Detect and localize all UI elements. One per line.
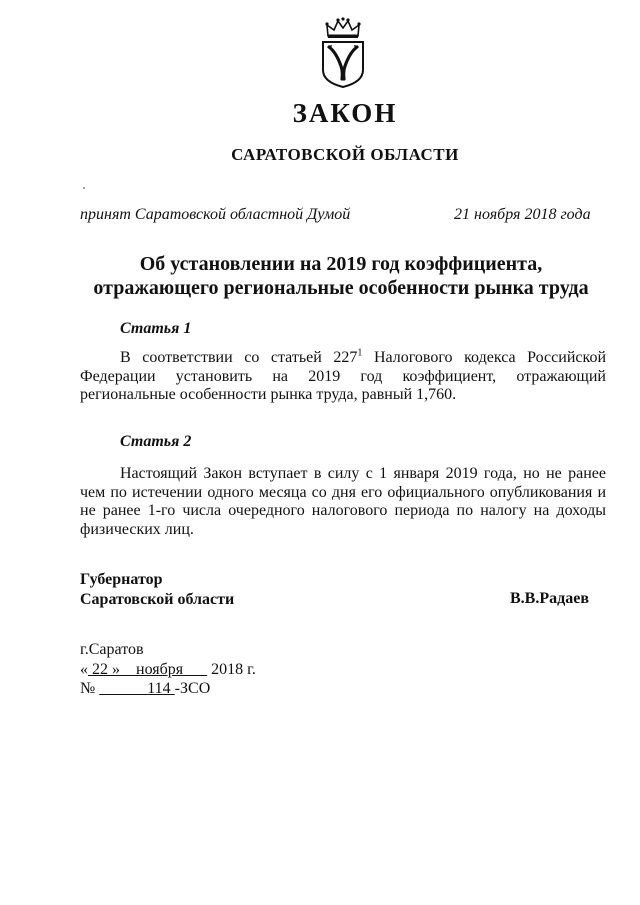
article-1-text xyxy=(80,349,606,405)
number-sign: № xyxy=(80,680,96,697)
article-1-heading: Статья 1 xyxy=(120,320,192,337)
footer-date xyxy=(80,660,256,680)
date-open-quote: « xyxy=(80,660,88,678)
article-1-text-end: Налогового кодекса Российской Федерации установить на 2019 год коэффициент, отражающий региональные особенности рынка труда, равный 1,760. xyxy=(80,349,607,403)
adoption-date: 21 ноября 2018 года xyxy=(454,206,591,223)
article-2-heading: Статья 2 xyxy=(120,433,192,450)
signatory-title-line-1: Губернатор xyxy=(80,571,163,588)
footer-city: г.Саратов xyxy=(80,641,144,658)
adopted-by-text: принят Саратовской областной Думой xyxy=(80,206,351,223)
article-1-superscript: 1 xyxy=(357,347,363,359)
signatory-name: В.В.Радаев xyxy=(510,590,589,607)
law-title: ЗАКОН xyxy=(292,98,398,128)
document-title-line-2: отражающего региональные особенности рынка труда xyxy=(93,277,589,299)
number-value: 114 xyxy=(147,680,171,697)
number-field xyxy=(99,680,174,697)
region-name: САРАТОВСКОЙ ОБЛАСТИ xyxy=(231,145,459,164)
document-title xyxy=(60,252,622,300)
scan-speck xyxy=(83,187,85,189)
number-suffix: -ЗСО xyxy=(174,680,211,697)
document-title-line-1: Об установлении на 2019 год коэффициента, xyxy=(139,253,543,275)
signatory-title xyxy=(80,570,234,610)
saratov-coat-of-arms-icon xyxy=(319,16,367,88)
date-close-quote: » xyxy=(112,660,120,678)
date-day-value: 22 xyxy=(92,660,108,678)
date-year: 2018 г. xyxy=(211,660,256,678)
date-month: ноября xyxy=(136,660,184,678)
signatory-title-line-2: Саратовской области xyxy=(80,591,235,608)
footer-number xyxy=(80,679,256,699)
footer-block xyxy=(80,640,256,699)
article-2-text: Настоящий Закон вступает в силу с 1 января 2019 года, но не ранее чем по истечении одного месяца со дня его официального опубликования и не ранее 1-го числа очередного налогового периода по налогу на доходы физических лиц. xyxy=(80,465,606,538)
article-1-text-start: В соответствии со статьей 227 xyxy=(120,349,358,366)
date-day xyxy=(88,661,207,678)
